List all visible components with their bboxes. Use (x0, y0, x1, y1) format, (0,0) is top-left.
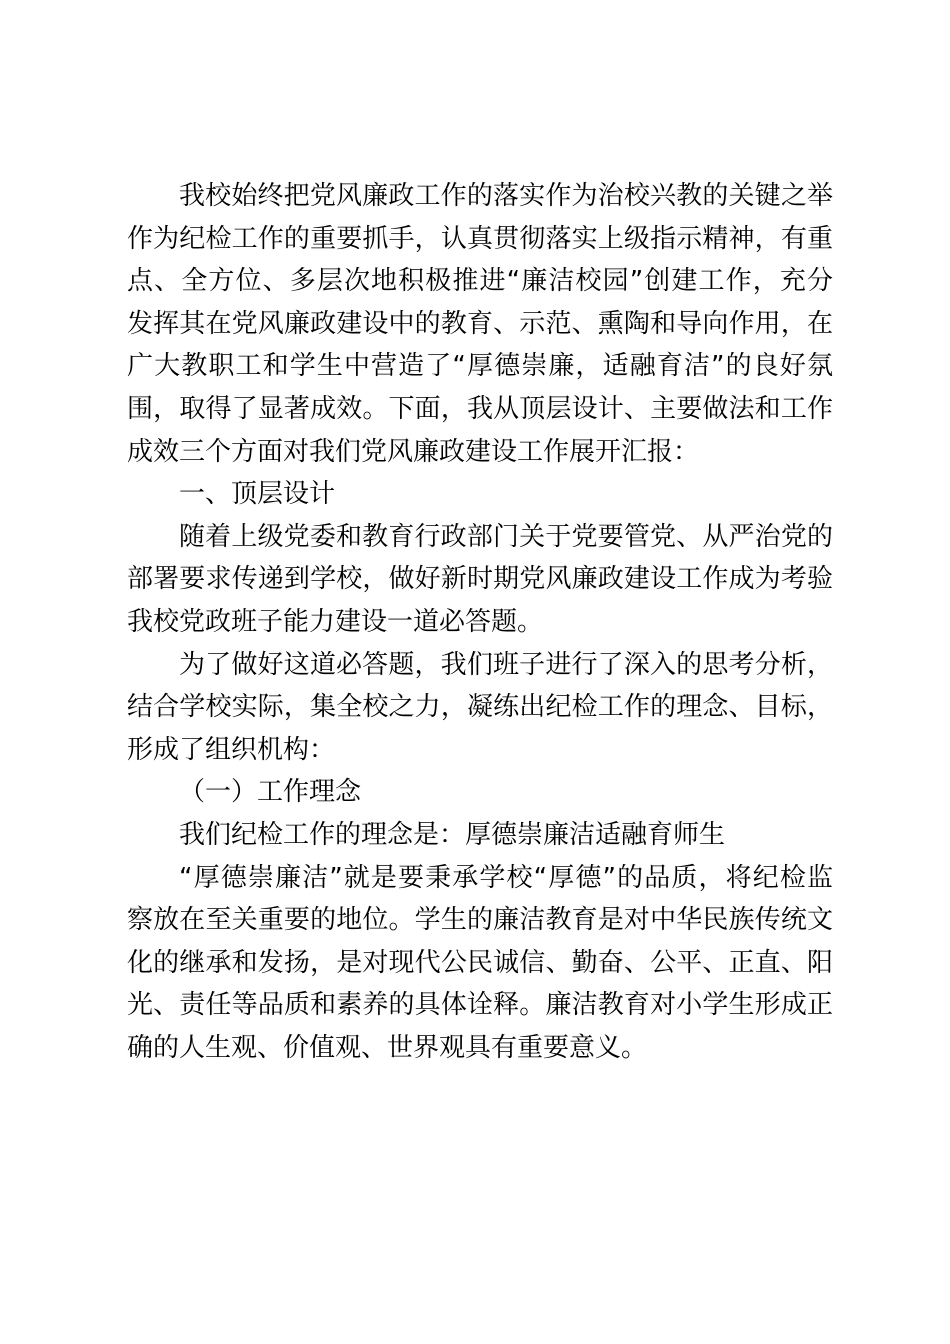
paragraph-4-line-2: 结合学校实际，集全校之力，凝练出纪检工作的理念、目标， (127, 692, 833, 723)
paragraph-3-line-1: 随着上级党委和教育行政部门关于党要管党、从严治党的 (179, 521, 833, 552)
paragraph-7-line-2: 察放在至关重要的地位。学生的廉洁教育是对中华民族传统文 (127, 905, 833, 936)
paragraph-3-line-2: 部署要求传递到学校，做好新时期党风廉政建设工作成为考验 (127, 564, 833, 595)
paragraph-4-line-1: 为了做好这道必答题，我们班子进行了深入的思考分析， (179, 649, 833, 680)
paragraph-1-line-4: 发挥其在党风廉政建设中的教育、示范、熏陶和导向作用，在 (127, 308, 833, 339)
paragraph-7-line-5: 确的人生观、价值观、世界观具有重要意义。 (127, 1032, 648, 1063)
paragraph-1-line-1: 我校始终把党风廉政工作的落实作为治校兴教的关键之举 (179, 181, 833, 211)
paragraph-1-line-5: 广大教职工和学生中营造了“厚德崇廉，适融育洁”的良好氛 (127, 351, 833, 382)
paragraph-1-line-6: 围，取得了显著成效。下面，我从顶层设计、主要做法和工作 (127, 393, 833, 424)
paragraph-4-line-3: 形成了组织机构： (127, 734, 336, 765)
document-body (127, 175, 833, 1069)
paragraph-7-line-3: 化的继承和发扬，是对现代公民诚信、勤奋、公平、正直、阳 (127, 947, 833, 978)
paragraph-2-line-1: 一、顶层设计 (179, 479, 336, 510)
paragraph-1-line-2: 作为纪检工作的重要抓手，认真贯彻落实上级指示精神，有重 (127, 223, 833, 254)
paragraph-7-line-4: 光、责任等品质和素养的具体诠释。廉洁教育对小学生形成正 (127, 990, 833, 1021)
paragraph-5-line-1: （一）工作理念 (179, 777, 362, 808)
paragraph-7-line-1: “厚德崇廉洁”就是要秉承学校“厚德”的品质，将纪检监 (179, 862, 833, 893)
paragraph-1-line-3: 点、全方位、多层次地积极推进“廉洁校园”创建工作，充分 (127, 266, 833, 297)
paragraph-1-line-7: 成效三个方面对我们党风廉政建设工作展开汇报： (127, 436, 700, 467)
paragraph-6-line-1: 我们纪检工作的理念是：厚德崇廉洁适融育师生 (179, 819, 726, 850)
paragraph-3-line-3: 我校党政班子能力建设一道必答题。 (127, 606, 544, 637)
